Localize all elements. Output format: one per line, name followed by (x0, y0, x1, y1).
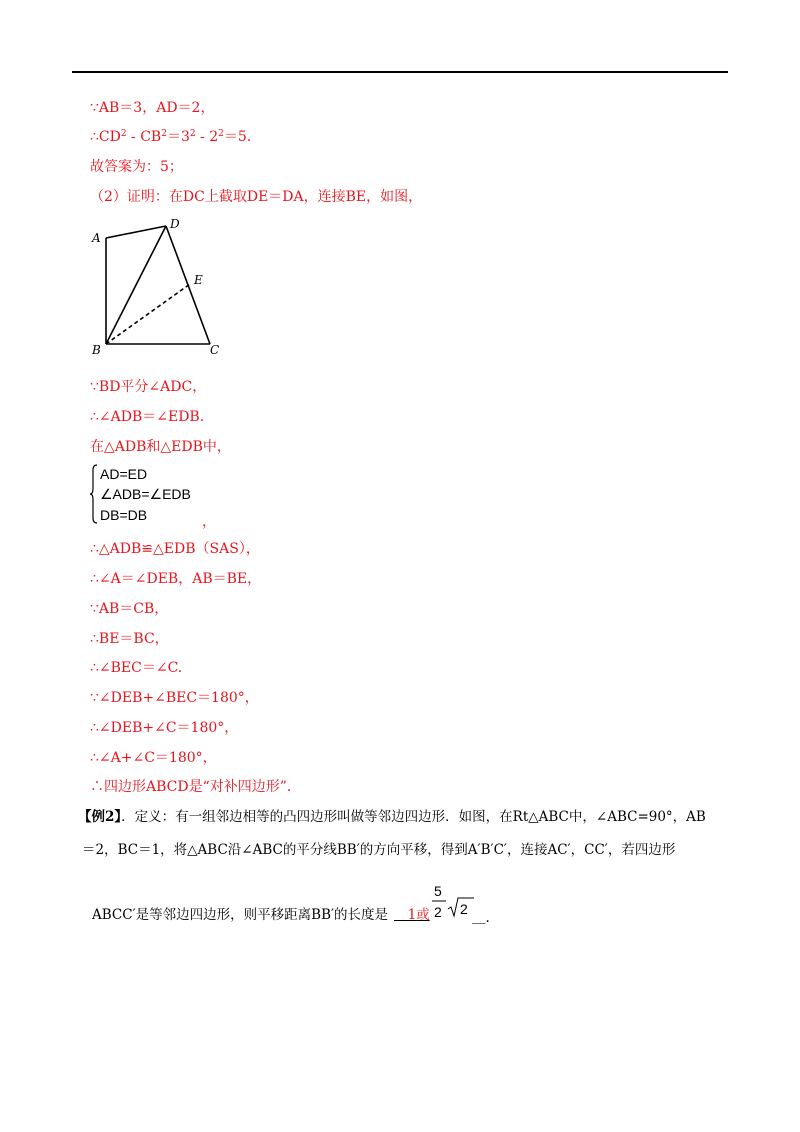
solution-line-1: ∵AB＝3，AD＝2， (90, 100, 215, 116)
example-line-2: ＝2，BC＝1，将△ABC沿∠ABC的平分线BB′的方向平移，得到A′B′C′，连接AC′，CC′，若四边形 (82, 842, 676, 858)
quadrilateral-figure (86, 218, 236, 358)
system-brace (90, 464, 98, 524)
solution-line-15: ∴∠A+∠C＝180°， (90, 750, 217, 766)
solution-line-3: 故答案为：5； (90, 159, 183, 175)
answer-tail: ＿. (472, 910, 490, 926)
label-c: C (210, 343, 220, 357)
sqrt-radicand: 2 (460, 901, 468, 917)
solution-line-11: ∴BE＝BC， (90, 631, 169, 647)
solution-line-4: （2）证明：在DC上截取DE＝DA，连接BE，如图， (90, 189, 423, 205)
solution-line-8: ∴△ADB≌△EDB（SAS）， (90, 541, 260, 557)
example-line-1: 【例2】．定义：有一组邻边相等的凸四边形叫做等邻边四边形．如图，在Rt△ABC中，∠ABC=90°，AB (78, 809, 706, 825)
diagonal-bd (106, 226, 166, 344)
label-a: A (92, 231, 101, 245)
solution-line-5: ∵BD平分∠ADC， (90, 379, 207, 395)
solution-line-2: $\therefore CD^2 - CB^2=3^2 - 2^2=5$. (90, 129, 252, 145)
answer-fraction-sqrt (428, 882, 478, 934)
solution-line-10: ∵AB＝CB， (90, 601, 169, 617)
solution-line-16: ∴四边形ABCD是“对补四边形”． (90, 779, 301, 795)
segment-be (106, 284, 190, 344)
solution-line-12: ∴∠BEC＝∠C. (90, 660, 183, 676)
label-e: E (194, 273, 203, 287)
example-tag: 【例2】 (78, 809, 122, 825)
answer-blank: ＿1或 (394, 907, 430, 923)
system-row-1: AD=ED (100, 466, 148, 482)
edge-ad (106, 226, 166, 238)
fraction-denominator: 2 (434, 904, 442, 920)
header-rule (72, 71, 728, 73)
system-comma: ， (202, 514, 216, 530)
solution-line-7: 在△ADB和△EDB中， (90, 439, 231, 455)
label-b: B (92, 343, 101, 357)
system-row-2: ∠ADB=∠EDB (100, 486, 191, 502)
label-d: D (170, 218, 180, 231)
solution-line-13: ∵∠DEB+∠BEC＝180°， (90, 690, 259, 706)
solution-line-6: ∴∠ADB＝∠EDB. (90, 409, 205, 425)
solution-line-14: ∴∠DEB+∠C＝180°， (90, 720, 239, 736)
fraction-numerator: 5 (434, 883, 442, 899)
system-row-3: DB=DB (100, 507, 148, 523)
example-line-3: ABCC′是等邻边四边形，则平移距离BB′的长度是 ＿1或 (92, 907, 430, 923)
solution-line-9: ∴∠A＝∠DEB，AB＝BE， (90, 571, 262, 587)
